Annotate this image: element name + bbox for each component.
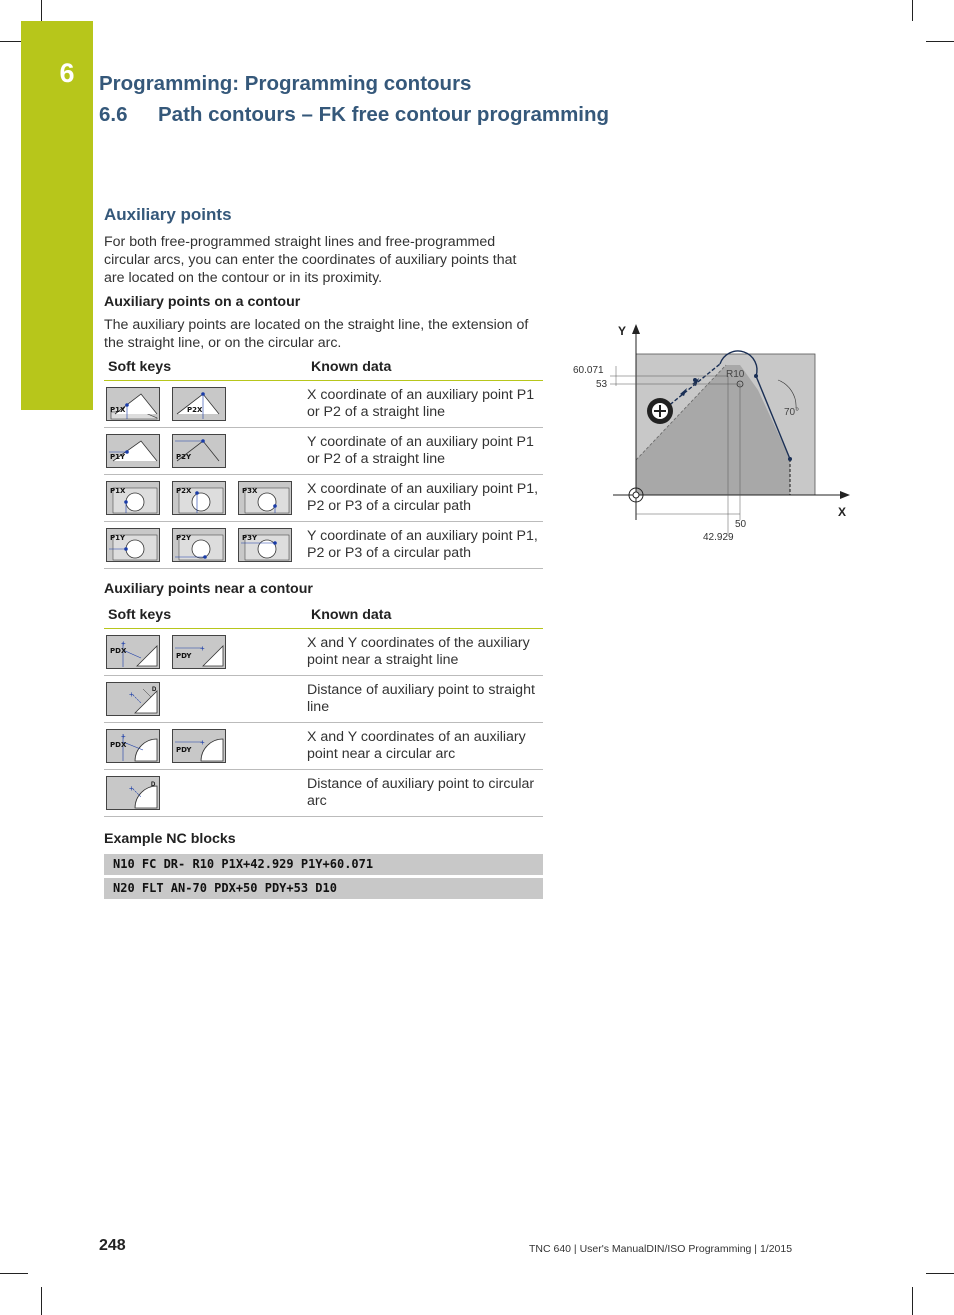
table-row — [104, 723, 543, 770]
col-header-softkeys: Soft keys — [104, 354, 307, 381]
softkey-pdx-circle[interactable]: + PDX — [106, 729, 160, 763]
known-data-text: Distance of auxiliary point to straight line — [307, 676, 543, 723]
svg-text:+: + — [121, 732, 126, 741]
nc-block: N20 FLT AN-70 PDX+50 PDY+53 D10 — [104, 878, 543, 899]
crop-mark — [0, 1273, 28, 1274]
known-data-text: Y coordinate of an auxiliary point P1 or P2 of a straight line — [307, 428, 543, 475]
svg-text:+: + — [129, 784, 134, 793]
section-title: Path contours – FK free contour programming — [158, 103, 610, 126]
softkey-pdy-line[interactable]: + PDY — [172, 635, 226, 669]
dim-label: 50 — [735, 519, 747, 530]
x-axis-label: X — [838, 505, 847, 519]
softkey-p1y-line[interactable]: P1Y — [106, 434, 160, 468]
chapter-title: Programming: Programming contours — [99, 72, 472, 95]
softkey-p1x-line[interactable]: P1X — [106, 387, 160, 421]
known-data-text: Distance of auxiliary point to circular arc — [307, 770, 543, 817]
y-axis-label: Y — [618, 324, 627, 338]
heading-auxiliary-points: Auxiliary points — [104, 205, 232, 224]
softkey-p3x-circle[interactable]: P3X — [238, 481, 292, 515]
known-data-text: Y coordinate of an auxiliary point P1, P2 or P3 of a circular path — [307, 522, 543, 569]
subheading-on-contour: Auxiliary points on a contour — [104, 294, 301, 310]
softkey-p1y-circle[interactable]: P1Y — [106, 528, 160, 562]
col-header-known: Known data — [307, 354, 543, 381]
subheading-near-contour: Auxiliary points near a contour — [104, 581, 313, 597]
table-row — [104, 428, 543, 475]
softkey-pdx-line[interactable]: + PDX — [106, 635, 160, 669]
softkey-p2x-circle[interactable]: P2X — [172, 481, 226, 515]
crop-mark — [926, 41, 954, 42]
known-data-text: X coordinate of an auxiliary point P1 or P2 of a straight line — [307, 381, 543, 428]
crop-mark — [926, 1273, 954, 1274]
near-contour-table — [104, 602, 543, 817]
subheading-example: Example NC blocks — [104, 831, 236, 847]
dim-label: 53 — [596, 379, 608, 390]
table-row — [104, 629, 543, 676]
footer-text: TNC 640 | User's ManualDIN/ISO Programming | 1/2015 — [529, 1243, 793, 1255]
on-contour-paragraph: The auxiliary points are located on the straight line, the extension of the straight line, or on the circular arc. — [104, 317, 529, 351]
contour-figure — [568, 320, 858, 550]
svg-text:D: D — [151, 782, 156, 788]
page-number: 248 — [99, 1237, 126, 1254]
softkey-d-line[interactable] — [106, 682, 160, 716]
svg-text:+: + — [121, 639, 126, 648]
softkey-p1x-circle[interactable]: P1X — [106, 481, 160, 515]
softkey-p3y-circle[interactable]: P3Y — [238, 528, 292, 562]
radius-label: R10 — [726, 369, 745, 380]
svg-text:+: + — [129, 690, 134, 699]
softkey-p2x-line[interactable]: P2X — [172, 387, 226, 421]
table-row — [104, 475, 543, 522]
nc-block: N10 FC DR- R10 P1X+42.929 P1Y+60.071 — [104, 854, 543, 875]
softkey-p2y-line[interactable]: P2Y — [172, 434, 226, 468]
crop-mark — [912, 0, 913, 21]
softkey-p2y-circle[interactable]: P2Y — [172, 528, 226, 562]
crop-mark — [41, 0, 42, 21]
known-data-text: X and Y coordinates of the auxiliary point near a straight line — [307, 629, 543, 676]
crop-mark — [41, 1287, 42, 1315]
crop-mark — [912, 1287, 913, 1315]
table-row — [104, 381, 543, 428]
known-data-text: X and Y coordinates of an auxiliary point near a circular arc — [307, 723, 543, 770]
table-row — [104, 770, 543, 817]
dim-label: 60.071 — [573, 365, 604, 376]
dim-label: 42.929 — [703, 532, 734, 543]
known-data-text: X coordinate of an auxiliary point P1, P2 or P3 of a circular path — [307, 475, 543, 522]
chapter-number: 6 — [59, 58, 75, 88]
softkey-pdy-circle[interactable]: + PDY — [172, 729, 226, 763]
on-contour-table — [104, 354, 543, 569]
svg-text:+: + — [200, 738, 205, 747]
table-row — [104, 522, 543, 569]
section-number: 6.6 — [99, 103, 128, 126]
col-header-known: Known data — [307, 602, 543, 629]
softkey-d-circle[interactable] — [106, 776, 160, 810]
svg-text:D: D — [152, 687, 157, 693]
col-header-softkeys: Soft keys — [104, 602, 307, 629]
milling-tool-icon — [647, 398, 673, 424]
crop-mark — [0, 41, 21, 42]
angle-label: 70° — [784, 407, 800, 418]
table-row — [104, 676, 543, 723]
svg-text:+: + — [200, 644, 205, 653]
intro-paragraph: For both free-programmed straight lines and free-programmed circular arcs, you can enter the coordinates of auxiliary points that are located on the contour or in its proximity. — [104, 234, 517, 286]
